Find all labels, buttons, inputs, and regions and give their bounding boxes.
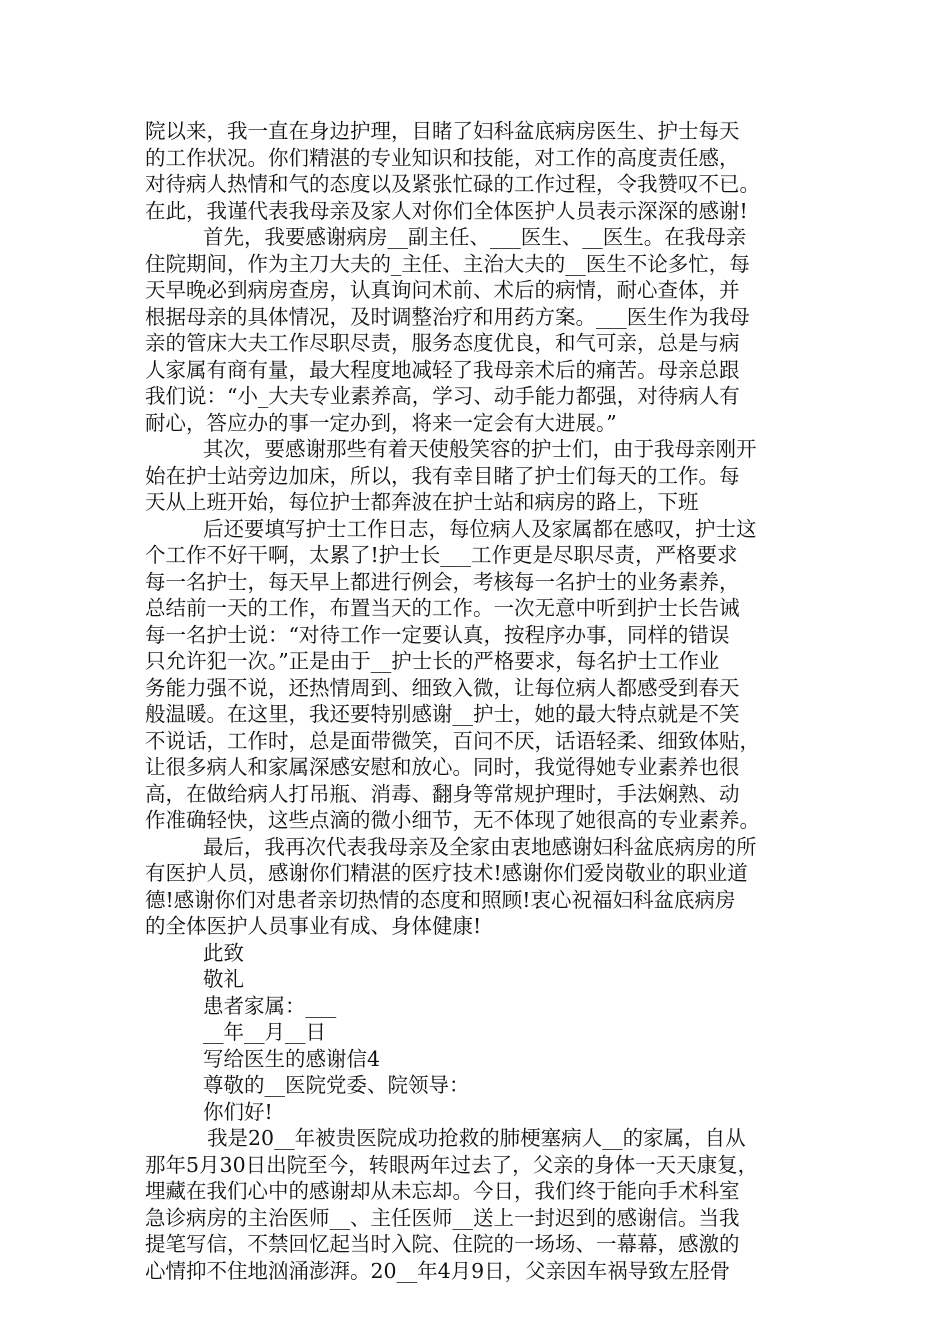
text-line: 每一名护士，每天早上都进行例会，考核每一名护士的业务素养， — [145, 569, 740, 594]
text-line: 提笔写信，不禁回忆起当时入院、住院的一场场、一幕幕，感激的 — [145, 1232, 740, 1256]
text-line: 人家属有商有量，最大程度地减轻了我母亲术后的痛苦。母亲总跟 — [145, 357, 740, 382]
text-line: 般温暖。在这里，我还要特别感谢__护士，她的最大特点就是不笑 — [145, 702, 740, 726]
text-line: 急诊病房的主治医师__、主任医师__送上一封迟到的感谢信。当我 — [145, 1205, 740, 1230]
text-line: 对待病人热情和气的态度以及紧张忙碌的工作过程，令我赞叹不已。 — [145, 172, 760, 196]
text-line: 每一名护士说：“对待工作一定要认真，按程序办事，同样的错误 — [145, 622, 730, 647]
text-line: 让很多病人和家属深感安慰和放心。同时，我觉得她专业素养也很 — [145, 755, 740, 779]
text-line: 只允许犯一次。”正是由于__护士长的严格要求，每名护士工作业 — [145, 649, 720, 673]
text-line: 后还要填写护士工作日志，每位病人及家属都在感叹，护士这 — [203, 516, 757, 541]
text-line: __年__月__日 — [203, 1020, 326, 1044]
text-line: 心情抑不住地汹涌澎湃。20__年4月9日，父亲因车祸导致左胫骨 — [145, 1258, 731, 1283]
text-line: 作准确轻快，这些点滴的微小细节，无不体现了她很高的专业素养。 — [145, 808, 760, 832]
text-line: 总结前一天的工作，布置当天的工作。一次无意中听到护士长告诫 — [145, 596, 740, 620]
text-line: 亲的管床大夫工作尽职尽责，服务态度优良，和气可亲，总是与病 — [145, 331, 740, 355]
text-line: 写给医生的感谢信4 — [203, 1046, 381, 1071]
text-line: 敬礼 — [203, 967, 244, 991]
text-line: 耐心，答应办的事一定办到，将来一定会有大进展。” — [145, 410, 617, 435]
text-line: 尊敬的__医院党委、院领导： — [203, 1073, 470, 1097]
text-line: 高，在做给病人打吊瓶、消毒、翻身等常规护理时，手法娴熟、动 — [145, 781, 740, 806]
text-line: 天早晚必到病房查房，认真询问术前、术后的病情，耐心查体，并 — [145, 278, 740, 302]
text-line: 在此，我谨代表我母亲及家人对你们全体医护人员表示深深的感谢! — [145, 198, 748, 223]
text-line: 天从上班开始，每位护士都奔波在护士站和病房的路上，下班 — [145, 490, 699, 514]
text-line: 患者家属：___ — [203, 993, 337, 1018]
text-line: 不说话，工作时，总是面带微笑，百问不厌，话语轻柔、细致体贴， — [145, 728, 760, 753]
text-line: 住院期间，作为主刀大夫的_主任、主治大夫的__医生不论多忙，每 — [145, 251, 750, 276]
text-line: 德!感谢你们对患者亲切热情的态度和照顾!衷心祝福妇科盆底病房 — [145, 887, 736, 912]
text-line: 那年5月30日出院至今，转眼两年过去了，父亲的身体一天天康复， — [145, 1152, 759, 1177]
text-line: 的全体医护人员事业有成、身体健康! — [145, 914, 482, 938]
text-line: 务能力强不说，还热情周到、细致入微，让每位病人都感受到春天 — [145, 675, 740, 700]
text-line: 我是20__年被贵医院成功抢救的肺梗塞病人__的家属，自从 — [207, 1126, 746, 1150]
text-line: 你们好! — [203, 1099, 273, 1124]
text-line: 埋藏在我们心中的感谢却从未忘却。今日，我们终于能向手术科室 — [145, 1179, 740, 1203]
text-line: 根据母亲的具体情况，及时调整治疗和用药方案。___医生作为我母 — [145, 304, 750, 329]
text-line: 此致 — [203, 940, 244, 965]
text-line: 首先，我要感谢病房__副主任、___医生、__医生。在我母亲 — [203, 225, 747, 249]
text-line: 院以来，我一直在身边护理，目睹了妇科盆底病房医生、护士每天 — [145, 119, 740, 143]
text-line: 其次，要感谢那些有着天使般笑容的护士们，由于我母亲刚开 — [203, 437, 757, 461]
text-line: 的工作状况。你们精湛的专业知识和技能，对工作的高度责任感， — [145, 145, 740, 170]
text-line: 我们说：“小_大夫专业素养高，学习、动手能力都强，对待病人有 — [145, 384, 740, 408]
letter-body — [145, 118, 817, 1284]
text-line: 始在护士站旁边加床，所以，我有幸目睹了护士们每天的工作。每 — [145, 463, 740, 488]
text-line: 最后，我再次代表我母亲及全家由衷地感谢妇科盆底病房的所 — [203, 834, 757, 859]
text-line: 有医护人员，感谢你们精湛的医疗技术!感谢你们爱岗敬业的职业道 — [145, 861, 748, 885]
text-line: 个工作不好干啊，太累了!护士长___工作更是尽职尽责，严格要求 — [145, 543, 738, 567]
